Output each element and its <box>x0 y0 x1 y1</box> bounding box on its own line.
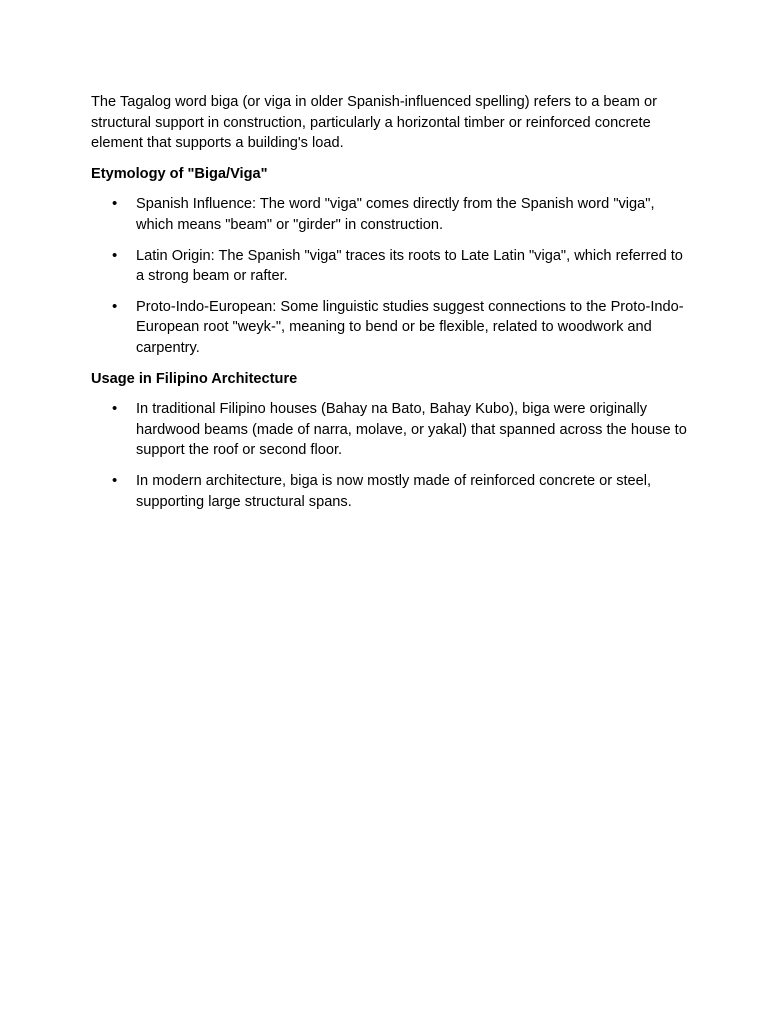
intro-paragraph: The Tagalog word biga (or viga in older Spanish-influenced spelling) refers to a beam or structural support in construction, particularly a horizontal timber or reinforced concrete element that supports a building's load. <box>91 94 657 152</box>
list-item-text: Latin Origin: The Spanish "viga" traces its roots to Late Latin "viga", which referred to a strong beam or rafter. <box>136 247 683 285</box>
list-item-text: In modern architecture, biga is now mostly made of reinforced concrete or steel, supporting large structural spans. <box>136 472 652 510</box>
etymology-list <box>91 194 691 358</box>
list-item <box>91 471 691 512</box>
list-item-text: In traditional Filipino houses (Bahay na Bato, Bahay Kubo), biga were originally hardwood beams (made of narra, molave, or yakal) that spanned across the house to support the roof or second floor. <box>136 401 687 459</box>
bullet-icon: • <box>112 246 118 264</box>
list-item <box>91 399 691 461</box>
list-item <box>91 194 691 235</box>
list-item-text: Spanish Influence: The word "viga" comes directly from the Spanish word "viga", which means "beam" or "girder" in construction. <box>136 196 655 233</box>
list-item <box>91 246 691 287</box>
bullet-icon: • <box>112 400 118 418</box>
usage-list <box>91 399 691 512</box>
bullet-icon: • <box>112 471 118 489</box>
bullet-icon: • <box>112 297 118 315</box>
list-item <box>91 297 691 359</box>
list-item-text: Proto-Indo-European: Some linguistic studies suggest connections to the Proto-Indo-European root "weyk-", meaning to bend or be flexible, related to woodwork and carpentry. <box>136 298 684 356</box>
section-heading-etymology: Etymology of "Biga/Viga" <box>91 165 268 182</box>
bullet-icon: • <box>112 195 118 213</box>
section-heading-usage: Usage in Filipino Architecture <box>91 370 298 387</box>
document-page <box>91 92 691 522</box>
